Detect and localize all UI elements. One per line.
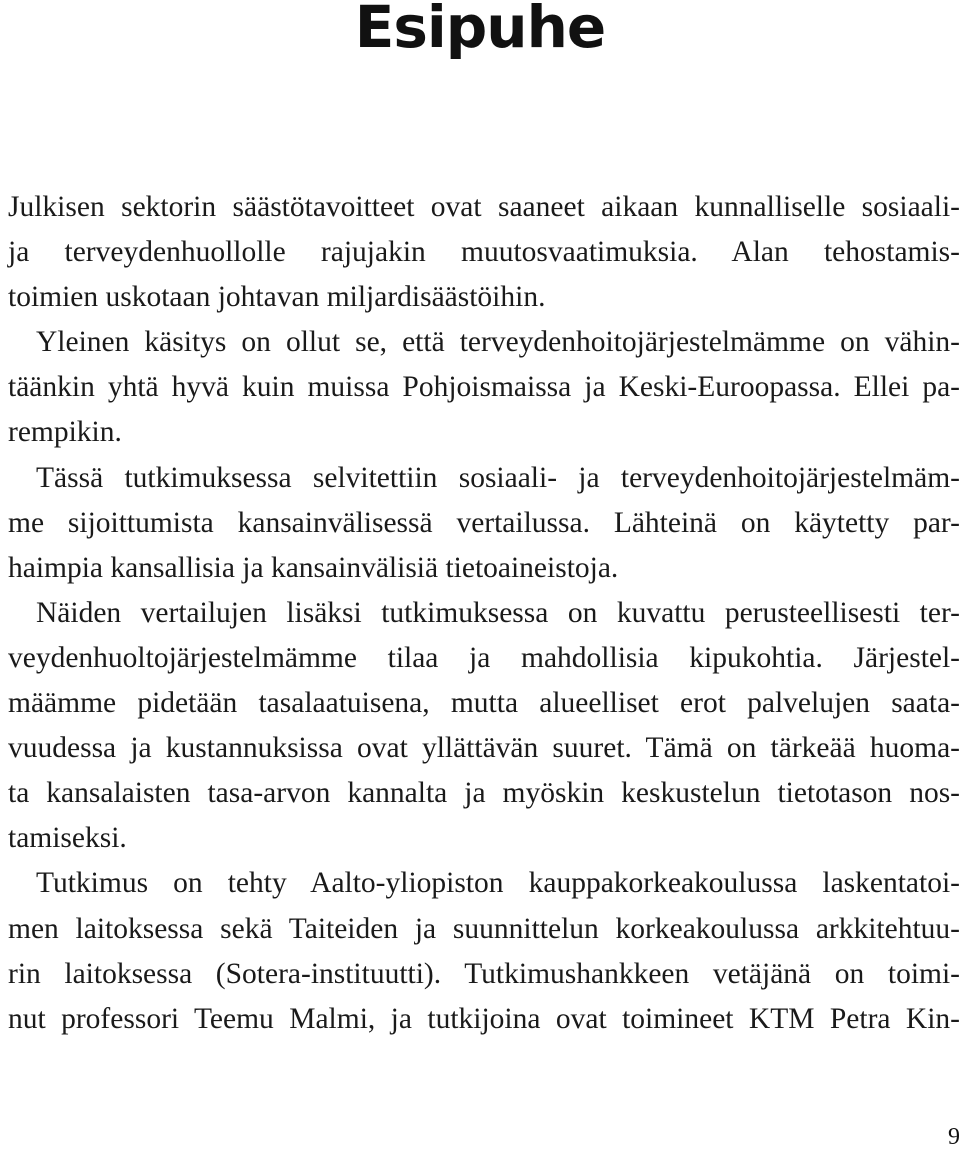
text-line: tamiseksi. [8,822,127,855]
text-line: rin laitoksessa (Sotera-instituutti). Tutkimushankkeen vetäjänä on toimi- [8,957,960,990]
text-line: Yleinen käsitys on ollut se, että terveydenhoitojärjestelmämme on vähin- [36,326,960,359]
paragraph-5 [8,861,960,1041]
preface-body [8,185,960,1042]
text-line: me sijoittumista kansainvälisessä vertailussa. Lähteinä on käytetty par- [8,506,960,539]
text-line: nut professori Teemu Malmi, ja tutkijoina ovat toimineet KTM Petra Kin- [8,1002,960,1035]
text-line: veydenhuoltojärjestelmämme tilaa ja mahdollisia kipukohtia. Järjestel- [8,641,960,674]
text-line: Julkisen sektorin säästötavoitteet ovat saaneet aikaan kunnalliselle sosiaali- [8,191,960,223]
text-line: rempikin. [8,416,122,449]
text-line: täänkin yhtä hyvä kuin muissa Pohjoismaissa ja Keski-Euroopassa. Ellei pa- [8,371,960,404]
text-line: men laitoksessa sekä Taiteiden ja suunnittelun korkeakoulussa arkkitehtuu- [8,912,960,945]
paragraph-4 [8,591,960,862]
text-line: haimpia kansallisia ja kansainvälisiä tietoaineistoja. [8,551,619,584]
text-line: Tässä tutkimuksessa selvitettiin sosiaali- ja terveydenhoitojärjestelmäm- [36,461,960,494]
page-number: 9 [948,1124,960,1150]
text-line: vuudessa ja kustannuksissa ovat yllättävän suuret. Tämä on tärkeää huoma- [8,732,960,765]
text-line: ta kansalaisten tasa-arvon kannalta ja myöskin keskustelun tietotason nos- [8,777,960,810]
page-title: Esipuhe [354,0,606,61]
text-line: Tutkimus on tehty Aalto-yliopiston kauppakorkeakoulussa laskentatoi- [36,867,960,900]
paragraph-1 [8,185,960,320]
text-line: Näiden vertailujen lisäksi tutkimuksessa on kuvattu perusteellisesti ter- [36,596,960,629]
paragraph-2 [8,320,960,455]
text-line: ja terveydenhuollolle rajujakin muutosvaatimuksia. Alan tehostamis- [8,236,960,269]
paragraph-3 [8,456,960,591]
text-line: määmme pidetään tasalaatuisena, mutta alueelliset erot palvelujen saata- [8,687,960,720]
text-line: toimien uskotaan johtavan miljardisäästöihin. [8,281,546,314]
